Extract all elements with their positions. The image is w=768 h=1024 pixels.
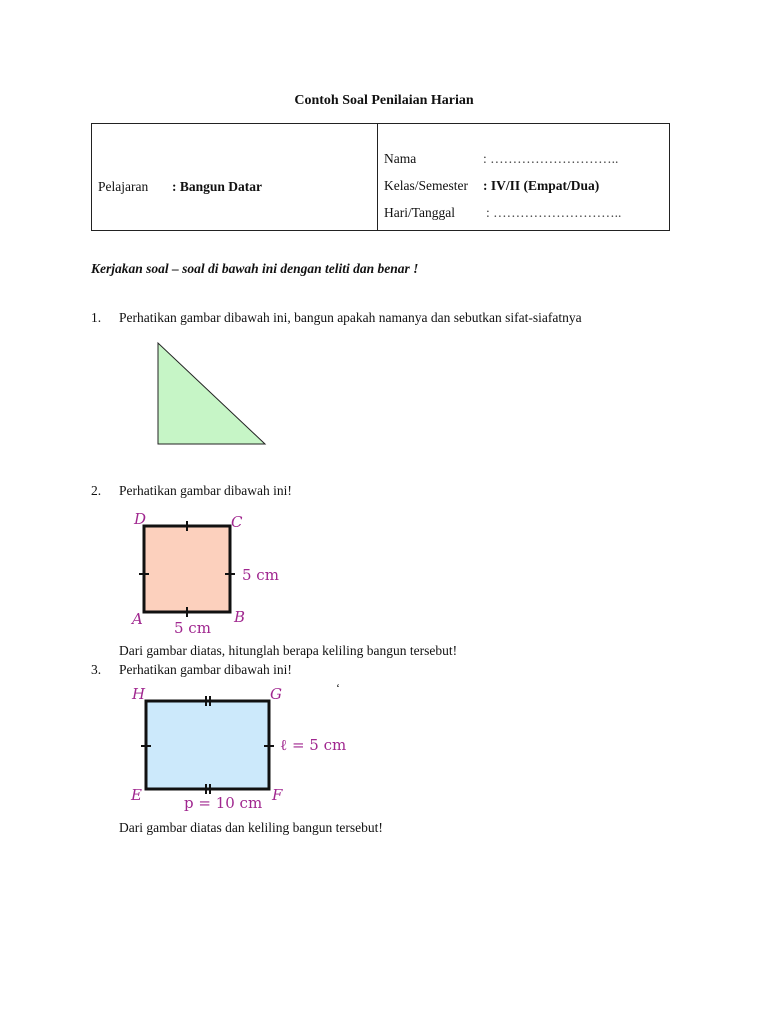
- vertex-f-label: F: [272, 786, 283, 804]
- instruction-text: Kerjakan soal – soal di bawah ini dengan teliti dan benar !: [91, 261, 419, 276]
- vertex-a-label: A: [132, 610, 143, 628]
- vertex-h-label: H: [132, 685, 146, 703]
- date-value: : ………………………..: [486, 205, 622, 220]
- stray-mark: ‘: [336, 681, 340, 695]
- table-divider: [377, 124, 378, 230]
- class-value: : IV/II (Empat/Dua): [483, 178, 600, 193]
- question-1-number: 1.: [91, 310, 102, 325]
- vertex-c-label: C: [231, 513, 243, 531]
- side-bottom-label: 5 cm: [174, 619, 211, 637]
- side-right-label: 5 cm: [242, 566, 279, 584]
- question-3-text: Perhatikan gambar dibawah ini!: [119, 662, 292, 677]
- name-label: Nama: [384, 151, 417, 166]
- vertex-d-label: D: [134, 510, 147, 528]
- question-2-followup: Dari gambar diatas, hitunglah berapa keliling bangun tersebut!: [119, 643, 458, 658]
- name-value: : ………………………..: [483, 151, 619, 166]
- square-figure: [118, 505, 318, 640]
- class-label: Kelas/Semester: [384, 178, 468, 193]
- rectangle-figure: [118, 680, 353, 815]
- vertex-b-label: B: [234, 608, 246, 626]
- subject-label: Pelajaran: [98, 179, 149, 194]
- question-3-followup: Dari gambar diatas dan keliling bangun tersebut!: [119, 820, 383, 835]
- side-bottom-label: p = 10 cm: [184, 794, 263, 812]
- side-right-label: ℓ = 5 cm: [280, 736, 347, 754]
- question-2-number: 2.: [91, 483, 102, 498]
- question-2-text: Perhatikan gambar dibawah ini!: [119, 483, 292, 498]
- question-1-text: Perhatikan gambar dibawah ini, bangun apakah namanya dan sebutkan sifat-siafatnya: [119, 310, 582, 325]
- subject-value: : Bangun Datar: [172, 179, 263, 194]
- vertex-e-label: E: [131, 786, 142, 804]
- right-triangle-figure: [150, 336, 275, 451]
- student-info-table: [91, 123, 670, 231]
- question-3-number: 3.: [91, 662, 102, 677]
- date-label: Hari/Tanggal: [384, 205, 456, 220]
- page-title: Contoh Soal Penilaian Harian: [294, 93, 474, 108]
- vertex-g-label: G: [270, 685, 282, 703]
